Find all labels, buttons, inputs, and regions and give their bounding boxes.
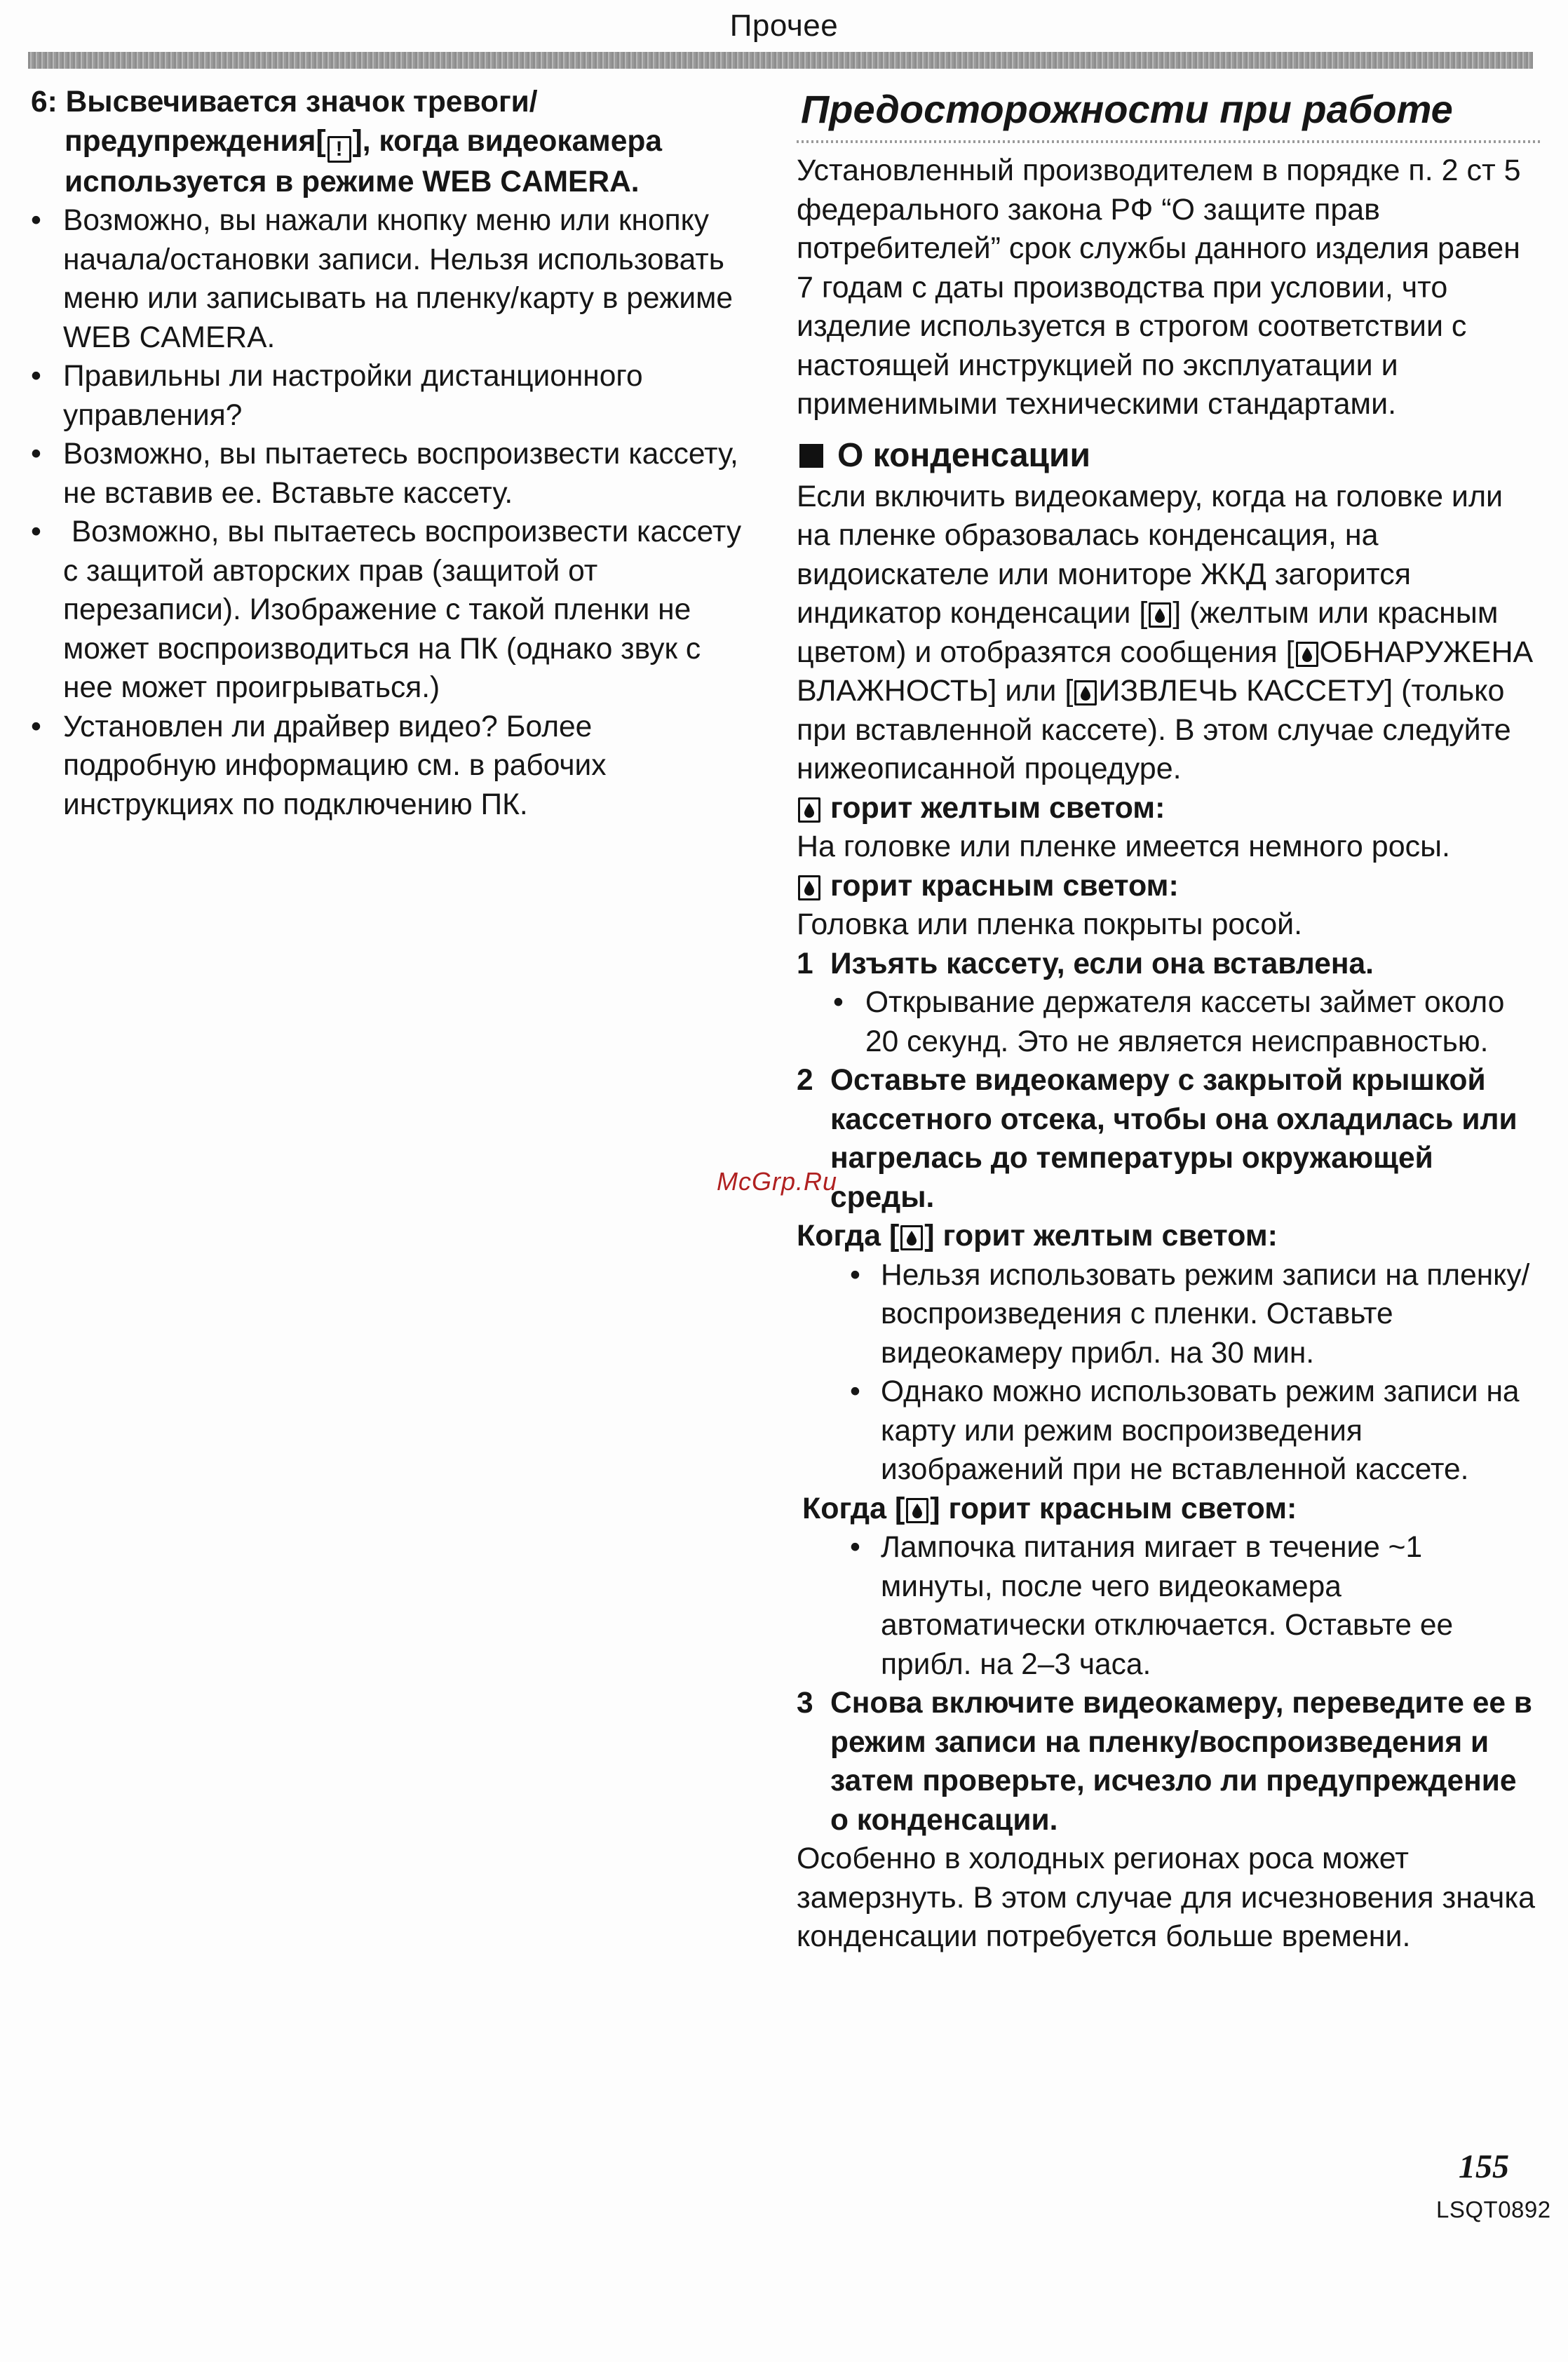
- red-label: [797, 867, 1540, 906]
- cond-text-2: ] (желтым или красным цветом) и отобразятся сообщения [: [797, 596, 1499, 669]
- when-red-heading: [797, 1490, 1540, 1529]
- step-3-number: 3: [797, 1687, 813, 1720]
- water-drop-icon: [1296, 642, 1318, 667]
- water-drop-icon: [906, 1498, 928, 1523]
- water-drop-icon: [798, 797, 820, 823]
- question-6-text-rest: ], когда видеокамера используется в режиме WEB CAMERA.: [65, 124, 662, 198]
- water-drop-icon: [1149, 602, 1171, 628]
- warning-icon-glyph: !: [335, 137, 343, 161]
- left-column: [31, 83, 753, 824]
- condensation-heading-text: О конденсации: [837, 436, 1091, 474]
- cond-text-1: Если включить видеокамеру, когда на головке или на пленке образовалась конденсация, на видоискателе или мониторе ЖКД загорится индикатор конденсации [: [797, 479, 1503, 630]
- condensation-heading: [797, 434, 1540, 478]
- square-bullet-icon: [799, 444, 823, 468]
- when-prefix: Когда [: [797, 1219, 900, 1253]
- yellow-label-text: горит желтым светом:: [830, 790, 1165, 825]
- step-1-number: 1: [797, 947, 813, 980]
- list-item: • Установлен ли драйвер видео? Более подробную информацию см. в рабочих инструкциях по подключению ПК.: [31, 708, 753, 825]
- step-1-bullet: • Открывание держателя кассеты займет около 20 секунд. Это не является неисправностью.: [797, 983, 1540, 1061]
- water-drop-icon: [1074, 680, 1097, 706]
- list-item: • Возможно, вы пытаетесь воспроизвести кассету с защитой авторских прав (защитой от перезаписи). Изображение с такой пленки не может воспроизводиться на ПК (однако звук с нее может проигрываться.): [31, 513, 753, 708]
- question-6-heading: [31, 83, 753, 201]
- step-1-text: Изъять кассету, если она вставлена.: [830, 947, 1374, 980]
- when-prefix: Когда [: [802, 1491, 905, 1525]
- yellow-label: [797, 789, 1540, 828]
- list-item: • Лампочка питания мигает в течение ~1 минуты, после чего видеокамера автоматически отключается. Оставьте ее прибл. на 2–3 часа.: [797, 1528, 1540, 1684]
- list-item: • Возможно, вы пытаетесь воспроизвести кассету, не вставив ее. Вставьте кассету.: [31, 435, 753, 513]
- when-yellow-heading: [797, 1217, 1540, 1256]
- water-drop-icon: [900, 1225, 923, 1250]
- page-number: 155: [1459, 2148, 1509, 2185]
- step-2-number: 2: [797, 1064, 813, 1097]
- when-red-suffix: ] горит красным светом:: [930, 1491, 1297, 1525]
- yellow-text: На головке или пленке имеется немного росы.: [797, 830, 1450, 863]
- page-header-title: Прочее: [729, 8, 839, 43]
- watermark: McGrp.Ru: [717, 1167, 838, 1196]
- intro-paragraph: Установленный производителем в порядке п. 2 ст 5 федерального закона РФ “О защите прав потребителей” срок службы данного изделия равен 7 годам с даты производства при условии, что изделие используется в строгом соответствии с настоящей инструкцией по эксплуатации и применимыми техническими стандартами.: [797, 154, 1521, 421]
- water-drop-icon: [798, 875, 820, 900]
- list-item: • Правильны ли настройки дистанционного управления?: [31, 357, 753, 435]
- when-yellow-suffix: ] горит желтым светом:: [924, 1219, 1278, 1253]
- list-item: • Нельзя использовать режим записи на пленку/воспроизведения с пленки. Оставьте видеокамеру прибл. на 30 мин.: [797, 1256, 1540, 1373]
- section-title: Предосторожности при работе: [801, 87, 1453, 131]
- step-1: [797, 945, 1540, 984]
- condensation-paragraph: [797, 478, 1540, 789]
- red-text: Головка или пленка покрыты росой.: [797, 907, 1303, 941]
- list-item: • Однако можно использовать режим записи на карту или режим воспроизведения изображений при не вставленной кассете.: [797, 1372, 1540, 1490]
- cond-text-4: ИЗВЛЕЧЬ КАССЕТУ] (только при вставленной кассете). В этом случае следуйте нижеописанной процедуре.: [797, 674, 1511, 785]
- step-2-text: Оставьте видеокамеру с закрытой крышкой кассетного отсека, чтобы она охладилась или нагрелась до температуры окружающей среды.: [830, 1064, 1518, 1214]
- step-3: [797, 1684, 1540, 1840]
- header-band: [28, 52, 1533, 69]
- section-divider: [797, 140, 1540, 143]
- outro-paragraph: Особенно в холодных регионах роса может замерзнуть. В этом случае для исчезновения значка конденсации потребуется больше времени.: [797, 1842, 1535, 1953]
- warning-icon: [327, 136, 351, 163]
- step-2: [797, 1061, 1540, 1217]
- question-6-text: 6: Высвечивается значок тревоги/ предупреждения[: [31, 86, 538, 158]
- red-label-text: горит красным светом:: [830, 868, 1179, 903]
- document-code: LSQT0892: [1436, 2196, 1551, 2222]
- list-item: • Возможно, вы нажали кнопку меню или кнопку начала/остановки записи. Нельзя использовать меню или записывать на пленку/карту в режиме WEB CAMERA.: [31, 201, 753, 357]
- right-column: [797, 83, 1540, 1957]
- step-3-text: Снова включите видеокамеру, переведите ее в режим записи на пленку/воспроизведения и затем проверьте, исчезло ли предупреждение о конденсации.: [830, 1687, 1532, 1837]
- cond-text-3: ОБНАРУЖЕНА ВЛАЖНОСТЬ] или [: [797, 635, 1534, 708]
